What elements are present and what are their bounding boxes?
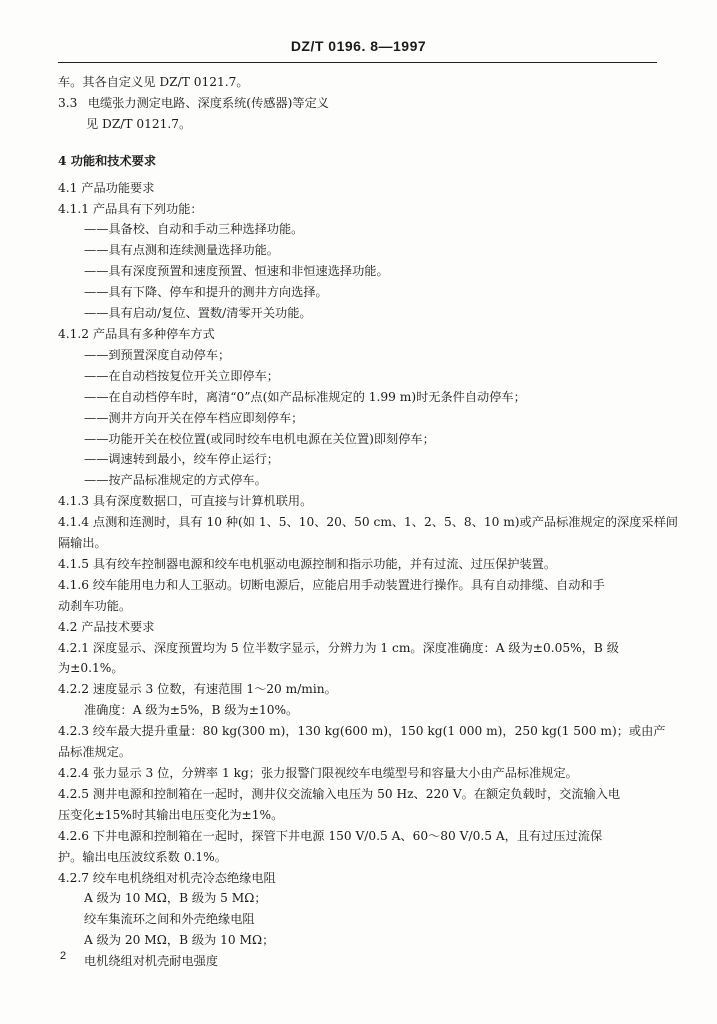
clause-line: 电机绕组对机壳耐电强度	[84, 954, 219, 969]
list-item: ——测井方向开关在停车档应即刻停车；	[84, 410, 304, 425]
clause-line: 护。输出电压波纹系数 0.1%。	[58, 849, 227, 864]
clause-line: 品标准规定。	[58, 745, 132, 760]
list-item: ——按产品标准规定的方式停车。	[84, 473, 267, 488]
list-item: ——在自动档停车时，离清“0”点(如产品标准规定的 1.99 m)时无条件自动停车；	[84, 389, 526, 404]
clause-line: A 级为 10 MΩ，B 级为 5 MΩ；	[84, 891, 267, 906]
clause-line: 4.2.3 绞车最大提升重量：80 kg(300 m)，130 kg(600 m)，150 kg(1 000 m)，250 kg(1 500 m)；或由产	[58, 724, 666, 739]
clause-line: A 级为 20 MΩ，B 级为 10 MΩ；	[84, 933, 275, 948]
page-number: 2	[60, 950, 67, 962]
document-body	[58, 72, 678, 972]
section-heading: 4 功能和技术要求	[58, 153, 157, 168]
clause-line: 动刹车功能。	[58, 598, 132, 613]
clause-line: 4.1.4 点测和连测时，具有 10 种(如 1、5、10、20、50 cm、1、2、5、8、10 m)或产品标准规定的深度采样间	[58, 515, 678, 530]
clause-line: 4.1.6 绞车能用电力和人工驱动。切断电源后，应能启用手动装置进行操作。具有自动排缆、自动和手	[58, 577, 605, 592]
clause-line: 4.1.3 具有深度数据口，可直接与计算机联用。	[58, 494, 313, 509]
clause-line: 4.1.5 具有绞车控制器电源和绞车电机驱动电源控制和指示功能，并有过流、过压保护装置。	[58, 556, 557, 571]
list-item: ——调速转到最小，绞车停止运行；	[84, 452, 279, 467]
clause-line: 准确度：A 级为±5%，B 级为±10%。	[84, 703, 299, 718]
clause-line: 为±0.1%。	[58, 661, 124, 676]
list-item: ——具有点测和连续测量选择功能。	[84, 243, 279, 258]
clause-line: 4.2.2 速度显示 3 位数，有速范围 1～20 m/min。	[58, 682, 337, 697]
subsection-heading: 4.2 产品技术要求	[58, 619, 155, 634]
clause-line: 4.2.4 张力显示 3 位，分辨率 1 kg；张力报警门限视绞车电缆型号和容量大小由产品标准规定。	[58, 766, 578, 780]
text-line	[58, 93, 658, 114]
list-item: ——具备校、自动和手动三种选择功能。	[84, 222, 304, 237]
clause-line: 隔输出。	[58, 536, 107, 551]
clause-number: 3.3	[58, 95, 78, 110]
list-item: ——具有下降、停车和提升的测井方向选择。	[84, 285, 328, 300]
subsection-heading: 4.1 产品功能要求	[58, 180, 155, 195]
running-header: DZ/T 0196. 8—1997	[290, 38, 427, 54]
list-item: ——在自动档按复位开关立即停车；	[84, 368, 279, 383]
clause-text: 电缆张力测定电路、深度系统(传感器)等定义	[87, 95, 329, 110]
clause-line: 4.2.1 深度显示、深度预置均为 5 位半数字显示，分辨力为 1 cm。深度准确度：A 级为±0.05%，B 级	[58, 640, 619, 655]
list-item: ——具有启动/复位、置数/清零开关功能。	[84, 306, 312, 321]
list-item: ——功能开关在校位置(或同时绞车电机电源在关位置)即刻停车；	[84, 431, 435, 446]
clause-line: 4.2.6 下井电源和控制箱在一起时，探管下井电源 150 V/0.5 A、60～80 V/0.5 A，且有过压过流保	[58, 828, 603, 843]
clause-line: 4.1.2 产品具有多种停车方式	[58, 326, 215, 341]
list-item: ——到预置深度自动停车；	[84, 347, 231, 362]
text-line: 见 DZ/T 0121.7。	[86, 116, 192, 131]
header-rule	[58, 62, 657, 63]
list-item: ——具有深度预置和速度预置、恒速和非恒速选择功能。	[84, 264, 389, 279]
clause-line: 绞车集流环之间和外壳绝缘电阻	[84, 912, 255, 927]
clause-line: 压变化±15%时其输出电压变化为±1%。	[58, 807, 284, 822]
clause-line: 4.1.1 产品具有下列功能：	[58, 201, 203, 216]
clause-line: 4.2.5 测井电源和控制箱在一起时，测井仪交流输入电压为 50 Hz、220 V。在额定负载时，交流输入电	[58, 786, 621, 801]
clause-line: 4.2.7 绞车电机绕组对机壳冷态绝缘电阻	[58, 870, 276, 885]
text-line: 车。其各自定义见 DZ/T 0121.7。	[58, 75, 249, 89]
